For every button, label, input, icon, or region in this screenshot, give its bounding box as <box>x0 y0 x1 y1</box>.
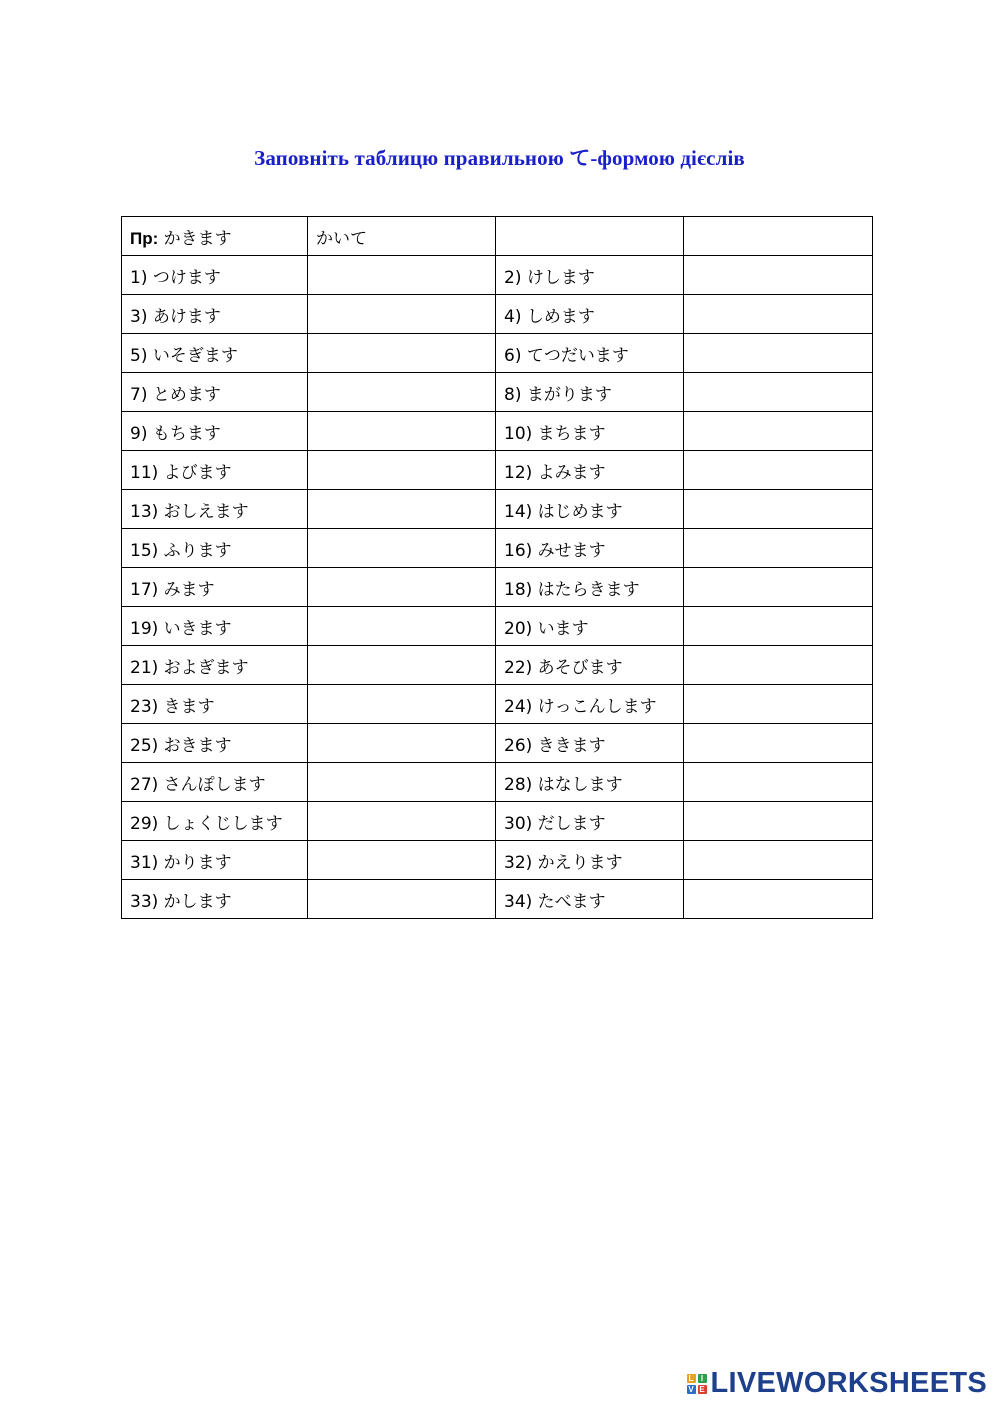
verb-cell: 15) ふります <box>122 529 308 568</box>
answer-cell <box>308 568 496 607</box>
answer-input[interactable] <box>684 685 872 723</box>
answer-input[interactable] <box>308 880 495 918</box>
answer-input[interactable] <box>308 295 495 333</box>
answer-cell <box>684 529 873 568</box>
answer-cell <box>308 373 496 412</box>
verb-cell: 33) かします <box>122 880 308 919</box>
answer-input[interactable] <box>684 490 872 528</box>
example-row <box>122 217 873 256</box>
table-row <box>122 412 873 451</box>
worksheet-title: Заповніть таблицю правильною て-формою дієслів <box>254 146 745 170</box>
answer-input[interactable] <box>308 685 495 723</box>
answer-cell <box>684 724 873 763</box>
verb-cell: 31) かります <box>122 841 308 880</box>
answer-input[interactable] <box>684 451 872 489</box>
answer-cell <box>308 880 496 919</box>
answer-cell <box>684 685 873 724</box>
answer-cell <box>684 763 873 802</box>
table-row <box>122 763 873 802</box>
answer-cell <box>308 295 496 334</box>
answer-input[interactable] <box>308 412 495 450</box>
verb-cell: 21) およぎます <box>122 646 308 685</box>
verb-cell: 11) よびます <box>122 451 308 490</box>
answer-input[interactable] <box>308 841 495 879</box>
table-row <box>122 490 873 529</box>
example-label: Пр: <box>130 228 159 248</box>
table-row <box>122 529 873 568</box>
verb-cell: 10) まちます <box>496 412 684 451</box>
verb-cell: 19) いきます <box>122 607 308 646</box>
verb-cell: 14) はじめます <box>496 490 684 529</box>
answer-cell <box>684 490 873 529</box>
example-verb-cell <box>122 217 308 256</box>
table-row <box>122 646 873 685</box>
verb-cell: 9) もちます <box>122 412 308 451</box>
verb-cell: 6) てつだいます <box>496 334 684 373</box>
verb-cell: 16) みせます <box>496 529 684 568</box>
answer-cell <box>684 256 873 295</box>
logo-letter: E <box>699 1384 705 1394</box>
answer-input[interactable] <box>684 841 872 879</box>
verb-table <box>121 216 873 919</box>
answer-cell <box>684 802 873 841</box>
answer-cell <box>308 529 496 568</box>
table-row <box>122 568 873 607</box>
table-row <box>122 607 873 646</box>
answer-cell <box>308 841 496 880</box>
answer-input[interactable] <box>308 451 495 489</box>
answer-input[interactable] <box>684 412 872 450</box>
answer-input[interactable] <box>684 763 872 801</box>
answer-cell <box>684 880 873 919</box>
example-empty-cell <box>496 217 684 256</box>
verb-cell: 13) おしえます <box>122 490 308 529</box>
verb-cell: 22) あそびます <box>496 646 684 685</box>
verb-cell: 18) はたらきます <box>496 568 684 607</box>
answer-input[interactable] <box>308 646 495 684</box>
logo-letter: I <box>698 1374 707 1383</box>
table-row <box>122 373 873 412</box>
example-empty-cell <box>684 217 873 256</box>
answer-input[interactable] <box>308 724 495 762</box>
answer-cell <box>684 373 873 412</box>
answer-cell <box>684 646 873 685</box>
answer-input[interactable] <box>308 802 495 840</box>
answer-cell <box>308 646 496 685</box>
table-row <box>122 256 873 295</box>
example-verb: かきます <box>163 228 232 249</box>
verb-cell: 28) はなします <box>496 763 684 802</box>
table-row <box>122 802 873 841</box>
verb-cell: 32) かえります <box>496 841 684 880</box>
verb-cell: 4) しめます <box>496 295 684 334</box>
answer-input[interactable] <box>308 490 495 528</box>
answer-cell <box>308 334 496 373</box>
table-row <box>122 724 873 763</box>
verb-cell: 25) おきます <box>122 724 308 763</box>
answer-input[interactable] <box>684 802 872 840</box>
answer-cell <box>308 451 496 490</box>
verb-cell: 30) だします <box>496 802 684 841</box>
answer-input[interactable] <box>308 256 495 294</box>
answer-input[interactable] <box>308 568 495 606</box>
answer-cell <box>308 256 496 295</box>
answer-cell <box>308 685 496 724</box>
verb-cell: 5) いそぎます <box>122 334 308 373</box>
logo-letter: L <box>687 1374 696 1383</box>
answer-cell <box>684 451 873 490</box>
answer-input[interactable] <box>684 256 872 294</box>
table-row <box>122 334 873 373</box>
answer-input[interactable] <box>684 529 872 567</box>
verb-cell: 20) います <box>496 607 684 646</box>
answer-cell <box>684 568 873 607</box>
table-row <box>122 880 873 919</box>
answer-cell <box>308 490 496 529</box>
verb-cell: 12) よみます <box>496 451 684 490</box>
example-answer-cell: かいて <box>308 217 496 256</box>
verb-cell: 24) けっこんします <box>496 685 684 724</box>
answer-input[interactable] <box>684 880 872 918</box>
verb-cell: 34) たべます <box>496 880 684 919</box>
answer-input[interactable] <box>308 529 495 567</box>
answer-input[interactable] <box>684 724 872 762</box>
liveworksheets-logo <box>687 1367 988 1400</box>
verb-cell: 29) しょくじします <box>122 802 308 841</box>
verb-cell: 7) とめます <box>122 373 308 412</box>
table-row <box>122 685 873 724</box>
answer-input[interactable] <box>684 607 872 645</box>
answer-cell <box>684 607 873 646</box>
table-row <box>122 295 873 334</box>
answer-input[interactable] <box>684 295 872 333</box>
answer-input[interactable] <box>684 646 872 684</box>
answer-cell <box>684 334 873 373</box>
table-row <box>122 451 873 490</box>
verb-cell: 1) つけます <box>122 256 308 295</box>
answer-input[interactable] <box>308 334 495 372</box>
answer-cell <box>308 607 496 646</box>
answer-cell <box>308 763 496 802</box>
answer-cell <box>308 412 496 451</box>
table-row <box>122 841 873 880</box>
brand-name: LIVEWORKSHEETS <box>710 1367 987 1399</box>
verb-cell: 26) ききます <box>496 724 684 763</box>
verb-cell: 8) まがります <box>496 373 684 412</box>
verb-cell: 27) さんぽします <box>122 763 308 802</box>
answer-input[interactable] <box>308 373 495 411</box>
answer-input[interactable] <box>684 334 872 372</box>
answer-cell <box>308 802 496 841</box>
verb-cell: 23) きます <box>122 685 308 724</box>
verb-cell: 17) みます <box>122 568 308 607</box>
live-logo-icon <box>687 1374 707 1394</box>
answer-cell <box>308 724 496 763</box>
answer-input[interactable] <box>684 373 872 411</box>
answer-cell <box>684 841 873 880</box>
answer-input[interactable] <box>308 607 495 645</box>
verb-cell: 2) けします <box>496 256 684 295</box>
answer-cell <box>684 412 873 451</box>
logo-letter: V <box>688 1384 694 1394</box>
answer-input[interactable] <box>308 763 495 801</box>
answer-input[interactable] <box>684 568 872 606</box>
verb-cell: 3) あけます <box>122 295 308 334</box>
answer-cell <box>684 295 873 334</box>
